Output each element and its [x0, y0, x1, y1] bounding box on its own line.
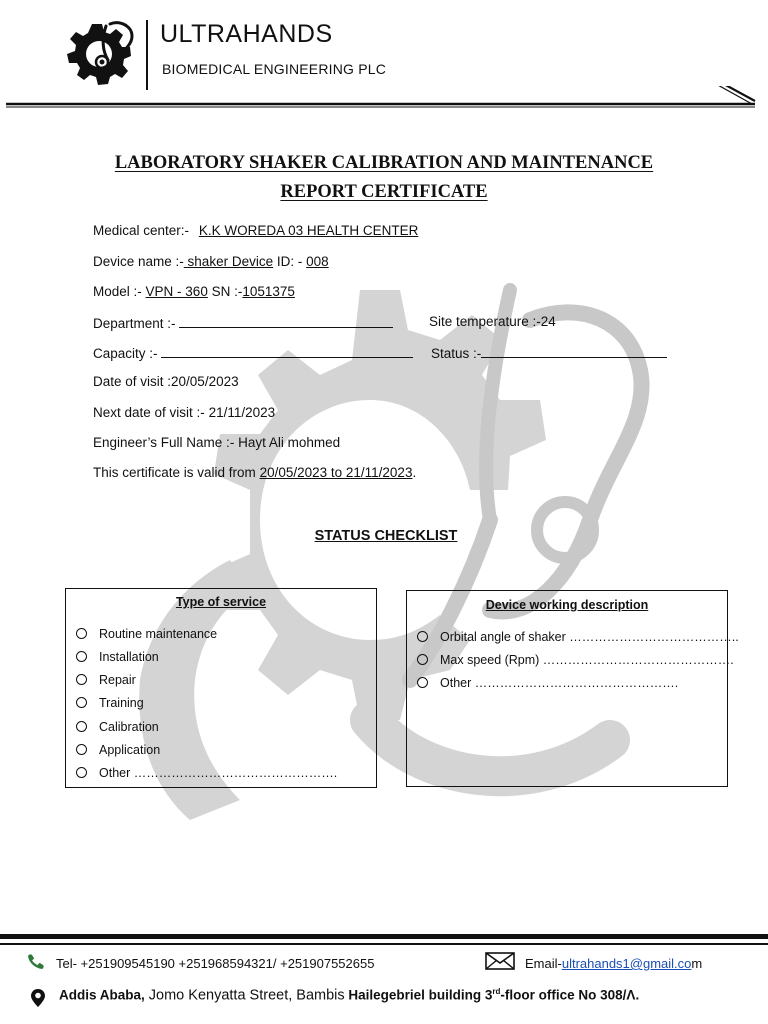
radio-icon[interactable] — [76, 767, 87, 778]
address-sup: rd — [492, 987, 501, 996]
email-link[interactable]: ultrahands1@gmail.co — [561, 956, 692, 971]
status-row — [431, 344, 667, 361]
status-checklist-heading: STATUS CHECKLIST — [314, 528, 458, 544]
radio-icon[interactable] — [76, 674, 87, 685]
status-blank — [481, 344, 667, 358]
medical-center-label: Medical center:- — [93, 223, 190, 238]
company-name: ULTRAHANDS — [160, 20, 333, 48]
next-visit-value: 21/11/2023 — [208, 405, 276, 420]
serial-number-value: 1051375 — [242, 284, 295, 299]
device-name-label: Device name :- — [93, 254, 184, 269]
medical-center-value: K.K WOREDA 03 HEALTH CENTER — [198, 223, 419, 238]
address-end: -floor office No 308/Λ. — [500, 987, 640, 1003]
engineer-row — [93, 435, 340, 450]
capacity-row — [93, 344, 413, 361]
radio-icon[interactable] — [76, 628, 87, 639]
email-label: Email- — [525, 956, 562, 971]
report-title-line-2: REPORT CERTIFICATE — [280, 182, 488, 202]
service-option-training[interactable]: Training — [76, 696, 144, 710]
next-visit-label: Next date of visit :- — [93, 405, 205, 420]
working-option-orbital-angle[interactable]: Orbital angle of shaker ………………………………….. — [417, 630, 739, 644]
engineer-label: Engineer’s Full Name :- — [93, 435, 235, 450]
date-of-visit-value: 20/05/2023 — [171, 374, 239, 389]
radio-icon[interactable] — [417, 677, 428, 688]
footer-email — [525, 956, 702, 971]
company-logo — [58, 20, 138, 86]
date-of-visit-label: Date of visit : — [93, 374, 172, 389]
validity-range: 20/05/2023 to 21/11/2023 — [259, 465, 413, 480]
device-name-row — [93, 254, 329, 269]
phone-icon — [26, 953, 46, 969]
device-id-label: ID: - — [276, 254, 303, 269]
device-id-value: 008 — [306, 254, 329, 269]
capacity-blank — [161, 344, 413, 358]
address-mid: Jomo Kenyatta Street, Bambis — [144, 987, 345, 1004]
model-label: Model :- — [93, 284, 142, 299]
radio-icon[interactable] — [417, 654, 428, 665]
address-building: Hailegebriel building 3 — [344, 987, 493, 1003]
site-temperature-row — [429, 314, 556, 329]
type-of-service-box — [65, 588, 377, 788]
radio-icon[interactable] — [76, 744, 87, 755]
next-visit-row — [93, 405, 275, 420]
capacity-label: Capacity :- — [93, 346, 158, 361]
model-row — [93, 284, 295, 299]
footer-address — [59, 987, 639, 1004]
date-of-visit-row — [93, 374, 239, 389]
footer-rule-thin — [0, 943, 768, 945]
validity-prefix: This certificate is valid from — [93, 465, 256, 480]
site-temperature-label: Site temperature :- — [429, 314, 541, 329]
department-row — [93, 314, 393, 331]
company-subtitle: BIOMEDICAL ENGINEERING PLC — [162, 61, 387, 77]
site-temperature-value: 24 — [540, 314, 556, 329]
service-option-other[interactable]: Other …………………………………………. — [76, 766, 337, 780]
service-option-installation[interactable]: Installation — [76, 650, 159, 664]
service-option-routine-maintenance[interactable]: Routine maintenance — [76, 627, 217, 641]
department-blank — [179, 314, 393, 328]
serial-number-label: SN :- — [211, 284, 243, 299]
location-pin-icon — [31, 989, 45, 1007]
working-option-other[interactable]: Other …………………………………………. — [417, 676, 678, 690]
service-option-application[interactable]: Application — [76, 743, 160, 757]
radio-icon[interactable] — [76, 651, 87, 662]
footer-phone: Tel- +251909545190 +251968594321/ +251907552655 — [56, 956, 375, 971]
device-name-value: shaker Device — [183, 254, 274, 269]
header-rule — [0, 86, 760, 110]
model-value: VPN - 360 — [145, 284, 208, 299]
working-option-max-speed[interactable]: Max speed (Rpm) ………………………………………. — [417, 653, 734, 667]
address-start: Addis Ababa, — [59, 987, 145, 1003]
device-working-box — [406, 590, 739, 787]
header-divider — [146, 20, 148, 90]
validity-row — [93, 465, 416, 480]
validity-suffix: . — [412, 465, 417, 480]
status-label: Status :- — [431, 346, 482, 361]
service-option-repair[interactable]: Repair — [76, 673, 136, 687]
engineer-value: Hayt Ali mohmed — [238, 435, 341, 450]
service-option-calibration[interactable]: Calibration — [76, 720, 159, 734]
envelope-icon — [485, 952, 515, 970]
radio-icon[interactable] — [417, 631, 428, 642]
radio-icon[interactable] — [76, 721, 87, 732]
report-title-line-1: LABORATORY SHAKER CALIBRATION AND MAINTENANCE — [114, 153, 654, 173]
email-tail: m — [691, 956, 703, 971]
radio-icon[interactable] — [76, 697, 87, 708]
footer-rule — [0, 934, 768, 939]
device-working-title: Device working description — [485, 598, 649, 612]
medical-center-row — [93, 223, 418, 238]
type-of-service-title: Type of service — [175, 595, 267, 609]
department-label: Department :- — [93, 316, 176, 331]
